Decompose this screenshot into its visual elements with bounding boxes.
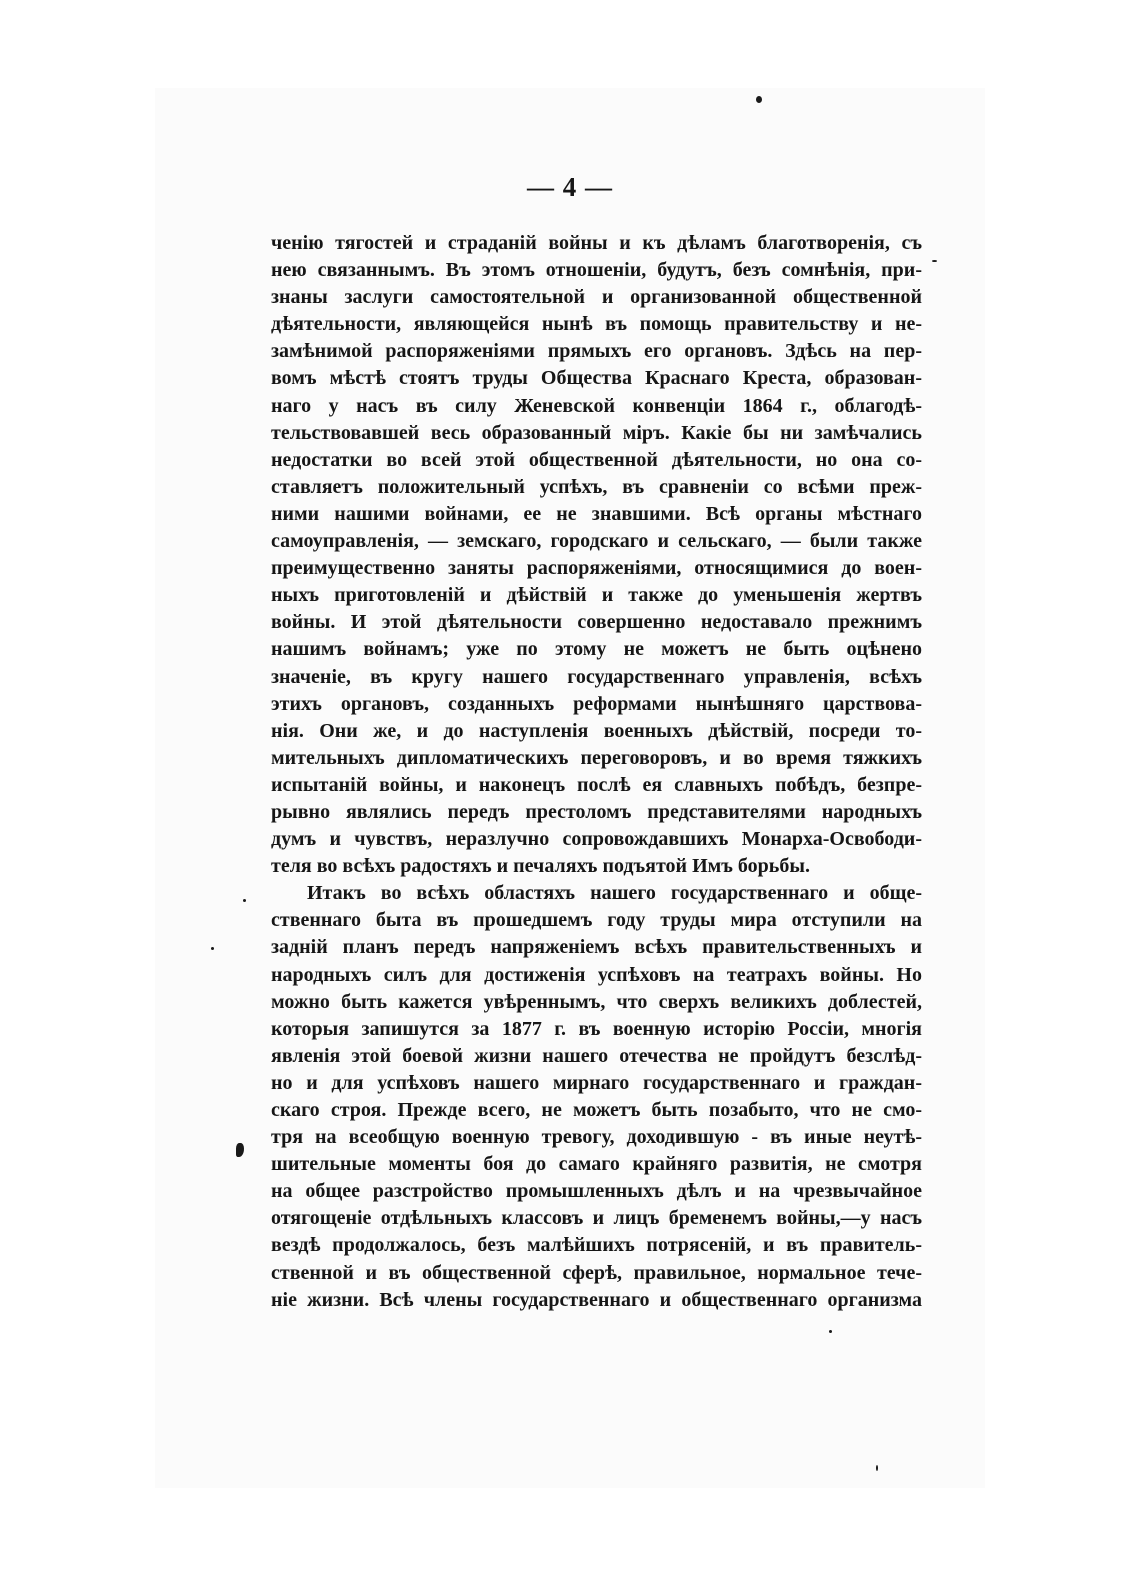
text-line: скаго строя. Прежде всего, не можетъ быть позабыто, что не смо- [271,1099,922,1121]
text-line: самоуправленія, — земскаго, городскаго и сельскаго, — были также [271,530,922,553]
text-line: народныхъ силъ для достиженія успѣховъ на театрахъ войны. Но [271,963,922,986]
text-line: ныхъ приготовленій и дѣйствій и также до уменьшенія жертвъ [271,584,922,607]
scan-speck [876,1465,878,1471]
text-line: задній планъ передъ напряженіемъ всѣхъ правительственныхъ и [271,936,922,959]
text-line: нею связаннымъ. Въ этомъ отношеніи, будутъ, безъ сомнѣнія, при- [271,259,922,282]
scan-speck [932,260,937,262]
text-line: рывно являлись передъ престоломъ представителями народныхъ [271,800,922,823]
scan-speck [211,947,214,950]
text-line: вездѣ продолжалось, безъ малѣйшихъ потрясеній, и въ правитель- [271,1234,922,1257]
text-line: знаны заслуги самостоятельной и организованной общественной [271,286,922,309]
text-line: нія. Они же, и до наступленія военныхъ дѣйствій, посреди то- [271,719,922,742]
scan-speck [829,1330,832,1333]
text-line: ставляетъ положительный успѣхъ, въ сравненіи со всѣми преж- [271,475,922,498]
text-line: вомъ мѣстѣ стоятъ труды Общества Краснаго Креста, образован- [271,367,922,390]
text-line: этихъ органовъ, созданныхъ реформами нынѣшняго царствова- [271,692,922,715]
text-line: значеніе, въ кругу нашего государственнаго управленія, всѣхъ [271,665,922,688]
text-line: преимущественно заняты распоряженіями, относящимися до воен- [271,557,922,580]
paragraph [271,880,922,1314]
text-line: ними нашими войнами, ее не знавшими. Всѣ органы мѣстнаго [271,502,922,525]
text-line: Итакъ во всѣхъ областяхъ нашего государственнаго и обще- [307,882,922,905]
paragraph [271,230,922,880]
scan-speck [243,899,246,902]
text-line: тря на всеобщую военную тревогу, доходившую - въ иные неутѣ- [271,1126,922,1149]
text-line: теля во всѣхъ радостяхъ и печаляхъ подъятой Имъ борьбы. [271,855,810,878]
text-line: нашимъ войнамъ; уже по этому не можетъ не быть оцѣнено [271,638,922,661]
text-line: которыя запишутся за 1877 г. въ военную исторію Россіи, многія [271,1017,922,1040]
page-number: — 4 — [527,172,613,202]
text-line: войны. И этой дѣятельности совершенно недоставало прежнимъ [271,611,922,634]
text-line: дѣятельности, являющейся нынѣ въ помощь правительству и не- [271,313,922,336]
text-line: ственнаго быта въ прошедшемъ году труды мира отступили на [271,909,922,932]
text-line: ніе жизни. Всѣ члены государственнаго и общественнаго организма [271,1288,922,1311]
body-text [271,230,922,1314]
text-line: шительные моменты боя до самаго крайняго развитія, не смотря [271,1153,922,1176]
text-line: на общее разстройство промышленныхъ дѣлъ и на чрезвычайное [271,1180,922,1203]
text-line: отягощеніе отдѣльныхъ классовъ и лицъ бременемъ войны,—у насъ [271,1207,922,1230]
text-line: можно быть кажется увѣреннымъ, что сверхъ великихъ доблестей, [271,990,922,1013]
text-line: замѣнимой распоряженіями прямыхъ его органовъ. Здѣсь на пер- [271,340,922,363]
text-line: ченію тягостей и страданій войны и къ дѣламъ благотворенія, съ [271,232,922,254]
text-line: наго у насъ въ силу Женевской конвенціи 1864 г., облагодѣ- [271,394,922,417]
text-line: испытаній войны, и наконецъ послѣ ея славныхъ побѣдъ, безпре- [271,773,922,796]
text-line: тельствовавшей весь образованный міръ. Какіе бы ни замѣчались [271,421,922,444]
text-line: явленія этой боевой жизни нашего отечества не пройдутъ безслѣд- [271,1044,922,1067]
scan-speck [756,96,762,103]
text-line: но и для успѣховъ нашего мирнаго государственнаго и граждан- [271,1071,922,1094]
text-line: недостатки во всей этой общественной дѣятельности, но она со- [271,448,922,471]
text-line: думъ и чувствъ, неразлучно сопровождавшихъ Монарха-Освободи- [271,828,922,851]
text-line: ственной и въ общественной сферѣ, правильное, нормальное тече- [271,1261,922,1284]
text-line: мительныхъ дипломатическихъ переговоровъ, и во время тяжкихъ [271,746,922,769]
